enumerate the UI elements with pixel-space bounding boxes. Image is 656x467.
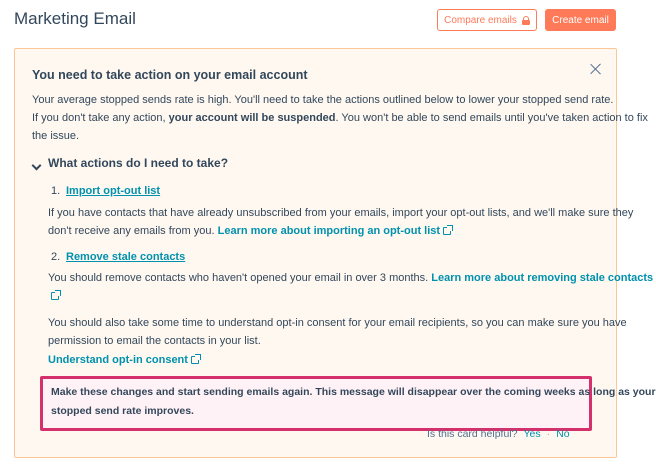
step-number: 2. bbox=[51, 251, 61, 263]
highlighted-message bbox=[40, 376, 656, 431]
external-link-icon bbox=[443, 227, 451, 235]
page-title: Marketing Email bbox=[14, 9, 136, 28]
feedback-yes-link[interactable]: Yes bbox=[523, 428, 541, 440]
learn-more-opt-out-link[interactable]: Learn more about importing an opt-out list bbox=[217, 225, 441, 237]
consent-line-3 bbox=[48, 351, 199, 369]
chevron-down-icon[interactable] bbox=[32, 161, 42, 171]
external-link-icon bbox=[191, 356, 199, 364]
step-number: 1. bbox=[51, 185, 61, 197]
step-2-desc-line-2 bbox=[48, 287, 59, 305]
understand-opt-in-link[interactable]: Understand opt-in consent bbox=[48, 354, 188, 366]
learn-more-stale-contacts-link[interactable]: Learn more about removing stale contacts bbox=[431, 272, 654, 284]
import-opt-out-link[interactable]: Import opt-out list bbox=[66, 185, 161, 197]
alert-title: You need to take action on your email account bbox=[32, 68, 308, 82]
step-1-desc-line-2: don't receive any emails from you. Learn more about importing an opt-out list bbox=[48, 222, 451, 240]
suspension-warning: your account will be suspended bbox=[168, 112, 336, 124]
feedback-no-link[interactable]: No bbox=[556, 428, 570, 440]
remove-stale-contacts-link[interactable]: Remove stale contacts bbox=[66, 251, 186, 263]
step-2-desc-line-1: You should remove contacts who haven't opened your email in over 3 months. Learn more about removing stale contacts bbox=[48, 272, 654, 284]
consent-line-1: You should also take some time to understand opt-in consent for your email recipients, so you can make sure you have bbox=[48, 317, 627, 329]
actions-toggle[interactable]: What actions do I need to take? bbox=[48, 156, 229, 170]
lock-icon bbox=[522, 16, 530, 25]
compare-emails-label: Compare emails bbox=[444, 14, 517, 26]
feedback-question: Is this card helpful? bbox=[427, 428, 518, 440]
external-link-icon[interactable] bbox=[51, 292, 59, 300]
close-icon[interactable] bbox=[590, 63, 602, 75]
compare-emails-button[interactable] bbox=[437, 9, 537, 31]
feedback-separator: · bbox=[546, 428, 551, 440]
consent-line-2: permission to email the contacts in your list. bbox=[48, 335, 261, 347]
card-feedback bbox=[427, 428, 570, 440]
alert-body-line-1: Your average stopped sends rate is high. You'll need to take the actions outlined below to lower your stopped send rate. bbox=[32, 94, 614, 106]
alert-body-line-2: If you don't take any action, your account will be suspended. You won't be able to send emails until you've taken action to fix bbox=[32, 112, 648, 124]
create-email-button[interactable]: Create email bbox=[545, 9, 616, 31]
step-1-desc-line-1: If you have contacts that have already unsubscribed from your emails, import your opt-out lists, and we'll make sure they bbox=[48, 207, 634, 219]
highlight-message-text: Make these changes and start sending emails again. This message will disappear over the coming weeks as long as your stopped send rate improves. bbox=[51, 386, 656, 417]
alert-body-line-3: the issue. bbox=[32, 130, 80, 142]
